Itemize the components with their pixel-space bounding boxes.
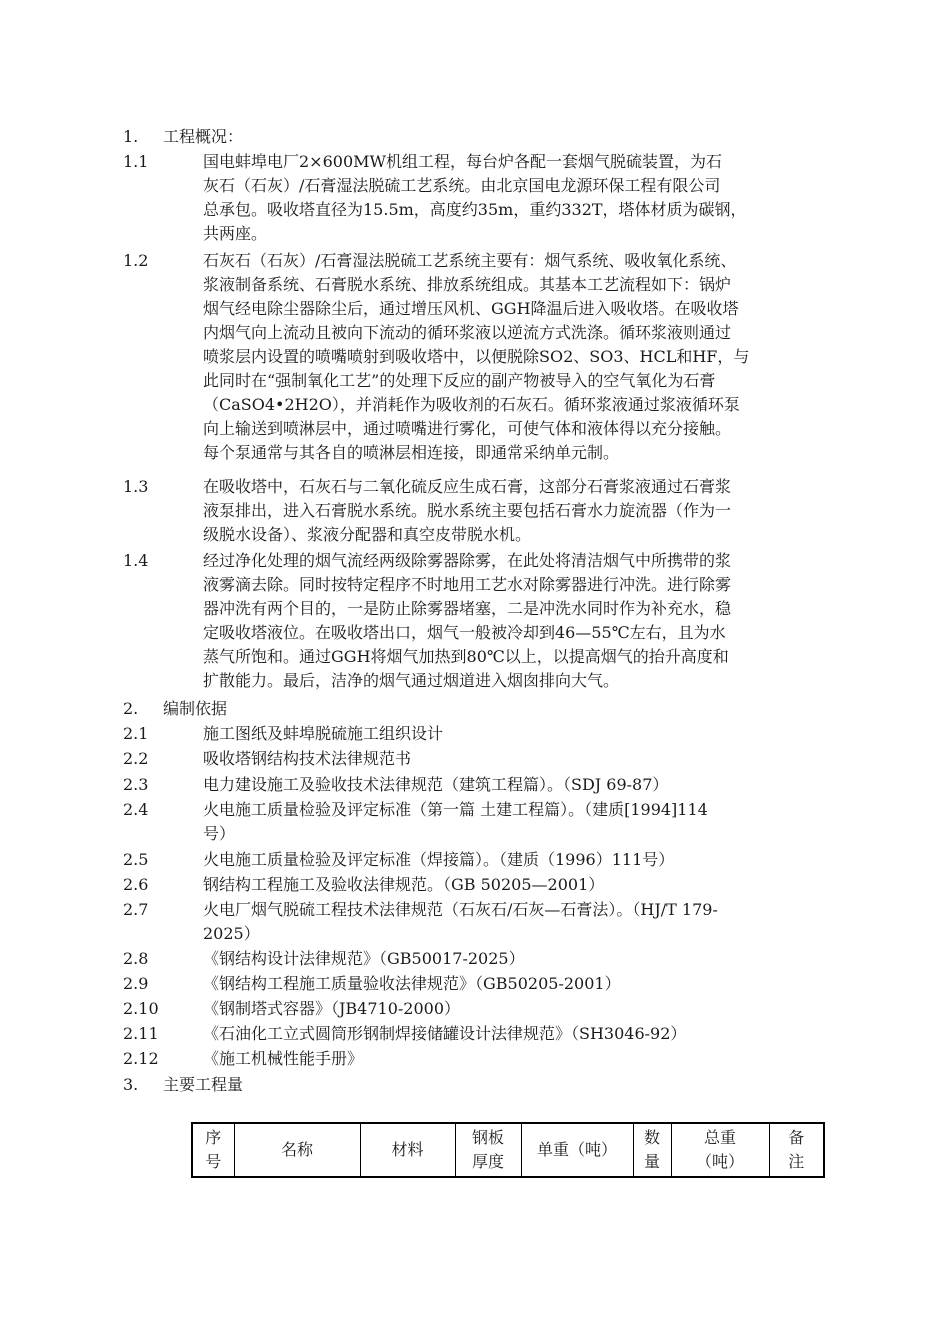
item-text: 施工图纸及蚌埠脱硫施工组织设计: [203, 724, 444, 743]
item-text: 吸收塔钢结构技术法律规范书: [203, 749, 412, 768]
item-text: 钢结构工程施工及验收法律规范。（GB 50205—2001）: [203, 875, 605, 894]
list-item: [123, 722, 443, 746]
item-text: 电力建设施工及验收技术法律规范（建筑工程篇）。（SDJ 69-87）: [203, 775, 669, 794]
paragraph-line: （CaSO4•2H2O），并消耗作为吸收剂的石灰石。循环浆液通过浆液循环泵: [203, 395, 740, 414]
item-number: 1.1: [123, 152, 149, 171]
paragraph-line: 级脱水设备）、浆液分配器和真空皮带脱水机。: [203, 525, 532, 544]
item-text-continued: 2025）: [203, 924, 260, 943]
list-item: [123, 898, 718, 922]
paragraph-line: 蒸气所饱和。通过GGH将烟气加热到80℃以上，以提高烟气的抬升高度和: [203, 647, 729, 666]
item-number: 1.3: [123, 477, 149, 496]
header-cell-index: 序 号: [192, 1123, 234, 1177]
section-number: 2.: [123, 699, 139, 718]
paragraph-line: 总承包。吸收塔直径为15.5m，高度约35m，重约332T，塔体材质为碳钢，: [203, 200, 747, 219]
paragraph-line: 灰石（石灰）/石膏湿法脱硫工艺系统。由北京国电龙源环保工程有限公司: [203, 176, 721, 195]
section-title: 编制依据: [163, 699, 228, 718]
item-1-1: [123, 150, 722, 174]
section-title: 主要工程量: [163, 1075, 244, 1094]
section-number: 3.: [123, 1075, 139, 1094]
paragraph-line: 共两座。: [203, 224, 268, 243]
item-text: 《钢制塔式容器》（JB4710-2000）: [203, 999, 461, 1018]
section-3-heading: [123, 1073, 243, 1097]
list-item: [123, 947, 525, 971]
header-cell-thickness: 钢板 厚度: [455, 1123, 521, 1177]
item-text: 《钢结构工程施工质量验收法律规范》（GB50205-2001）: [203, 974, 621, 993]
section-title: 工程概况：: [163, 127, 244, 146]
paragraph-line: 烟气经电除尘器除尘后，通过增压风机、GGH降温后进入吸收塔。在吸收塔: [203, 299, 739, 318]
list-item: [123, 1022, 686, 1046]
list-item: [123, 747, 411, 771]
header-cell-name: 名称: [234, 1123, 360, 1177]
paragraph-line: 在吸收塔中，石灰石与二氧化硫反应生成石膏，这部分石膏浆液通过石膏浆: [203, 477, 732, 496]
item-number: 2.5: [123, 850, 149, 869]
item-number: 2.1: [123, 724, 149, 743]
table-header-row: [192, 1123, 824, 1177]
quantity-table: [191, 1122, 825, 1178]
item-text: 火电厂烟气脱硫工程技术法律规范（石灰石/石灰—石膏法）。（HJ/T 179-: [203, 900, 718, 919]
item-number: 2.6: [123, 875, 149, 894]
header-cell-quantity: 数 量: [633, 1123, 671, 1177]
section-1-heading: [123, 125, 243, 149]
paragraph-line: 喷浆层内设置的喷嘴喷射到吸收塔中，以便脱除SO2、SO3、HCL和HF，与: [203, 347, 750, 366]
paragraph-line: 向上输送到喷淋层中，通过喷嘴进行雾化，可使气体和液体得以充分接触。: [203, 419, 732, 438]
paragraph-line: 定吸收塔液位。在吸收塔出口，烟气一般被冷却到46—55℃左右，且为水: [203, 623, 726, 642]
item-number: 2.8: [123, 949, 149, 968]
item-text: 火电施工质量检验及评定标准（焊接篇）。（建质（1996）111号）: [203, 850, 675, 869]
item-number: 2.3: [123, 775, 149, 794]
section-2-heading: [123, 697, 227, 721]
item-text: 《钢结构设计法律规范》（GB50017-2025）: [203, 949, 525, 968]
paragraph-line: 此同时在“强制氧化工艺”的处理下反应的副产物被导入的空气氧化为石膏: [203, 371, 716, 390]
item-number: 2.12: [123, 1049, 159, 1068]
paragraph-line: 每个泵通常与其各自的喷淋层相连接，即通常采纳单元制。: [203, 443, 620, 462]
paragraph-line: 扩散能力。最后，洁净的烟气通过烟道进入烟囱排向大气。: [203, 671, 620, 690]
paragraph-line: 液雾滴去除。同时按特定程序不时地用工艺水对除雾器进行冲洗。进行除雾: [203, 575, 732, 594]
list-item: [123, 773, 668, 797]
item-number: 2.7: [123, 900, 149, 919]
item-text: 《施工机械性能手册》: [203, 1049, 364, 1068]
list-item: [123, 848, 674, 872]
item-1-2: [123, 249, 736, 273]
paragraph-line: 石灰石（石灰）/石膏湿法脱硫工艺系统主要有：烟气系统、吸收氧化系统、: [203, 251, 737, 270]
header-cell-total-weight: 总重 （吨）: [671, 1123, 769, 1177]
list-item: [123, 1047, 363, 1071]
paragraph-line: 经过净化处理的烟气流经两级除雾器除雾，在此处将清洁烟气中所携带的浆: [203, 551, 732, 570]
list-item: [123, 798, 708, 822]
item-text: 《石油化工立式圆筒形钢制焊接储罐设计法律规范》（SH3046-92）: [203, 1024, 687, 1043]
item-1-4: [123, 549, 731, 573]
paragraph-line: 内烟气向上流动且被向下流动的循环浆液以逆流方式洗涤。循环浆液则通过: [203, 323, 732, 342]
item-1-3: [123, 475, 731, 499]
item-number: 2.2: [123, 749, 149, 768]
item-text-continued: 号）: [203, 824, 236, 843]
item-text: 火电施工质量检验及评定标准（第一篇 土建工程篇）。（建质[1994]114: [203, 800, 708, 819]
paragraph-line: 液泵排出，进入石膏脱水系统。脱水系统主要包括石膏水力旋流器（作为一: [203, 501, 732, 520]
header-cell-remarks: 备 注: [769, 1123, 824, 1177]
item-number: 2.9: [123, 974, 149, 993]
item-number: 2.10: [123, 999, 159, 1018]
paragraph-line: 浆液制备系统、石膏脱水系统、排放系统组成。其基本工艺流程如下：锅炉: [203, 275, 732, 294]
list-item: [123, 972, 621, 996]
header-cell-unit-weight: 单重（吨）: [521, 1123, 633, 1177]
paragraph-line: 器冲洗有两个目的，一是防止除雾器堵塞，二是冲洗水同时作为补充水，稳: [203, 599, 732, 618]
item-number: 1.4: [123, 551, 149, 570]
item-number: 2.11: [123, 1024, 159, 1043]
item-number: 2.4: [123, 800, 149, 819]
paragraph-line: 国电蚌埠电厂2×600MW机组工程，每台炉各配一套烟气脱硫装置，为石: [203, 152, 722, 171]
item-number: 1.2: [123, 251, 149, 270]
list-item: [123, 873, 604, 897]
header-cell-material: 材料: [360, 1123, 455, 1177]
list-item: [123, 997, 460, 1021]
section-number: 1.: [123, 127, 139, 146]
